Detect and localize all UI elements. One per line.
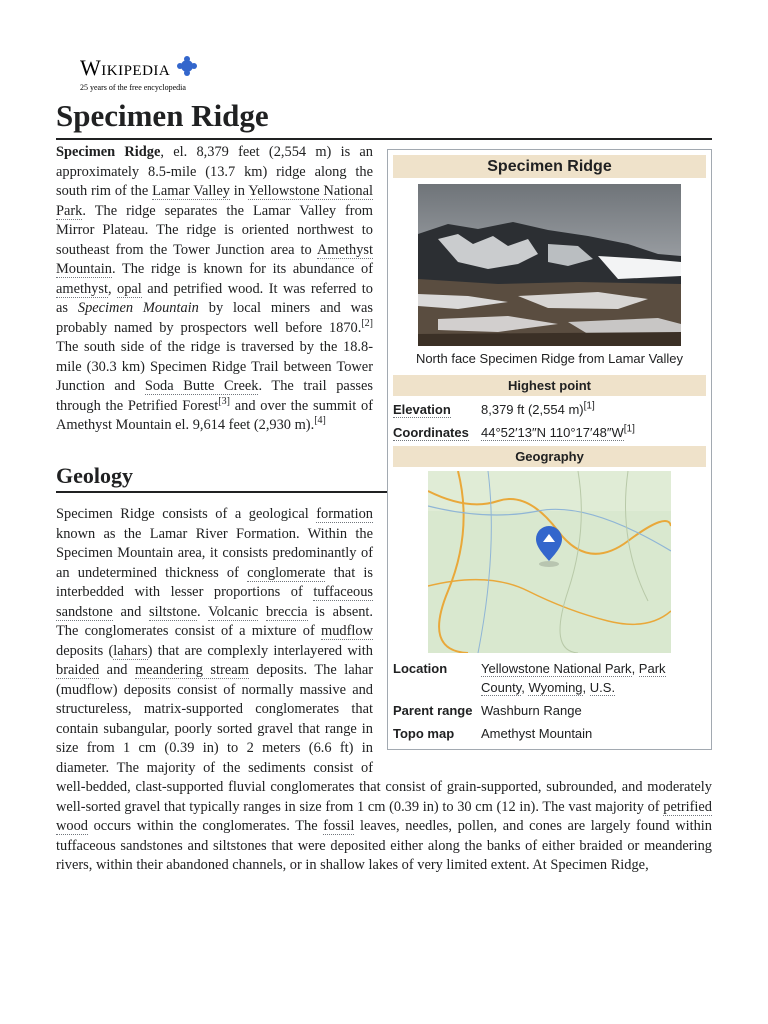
wiki-link[interactable]: Soda Butte Creek bbox=[144, 378, 259, 394]
ridge-photo[interactable] bbox=[418, 184, 681, 346]
italic-term: Specimen Mountain bbox=[77, 300, 199, 316]
coordinates-value[interactable]: 44°52′13″N 110°17′48″W bbox=[481, 425, 624, 440]
reference-link[interactable]: [4] bbox=[314, 415, 326, 427]
text-run: , bbox=[582, 680, 590, 695]
text-run bbox=[258, 604, 266, 620]
text-run: . bbox=[197, 603, 209, 620]
text-run: and over the summit of Amethyst Mountain el. 9,614 feet (2,930 m). bbox=[56, 397, 373, 433]
wiki-link[interactable]: Lamar Valley bbox=[152, 183, 230, 199]
parent-range-label: Parent range bbox=[393, 703, 473, 718]
infobox-title: Specimen Ridge bbox=[393, 155, 706, 178]
text-run: occurs within the conglomerates. The bbox=[87, 818, 324, 834]
wiki-link[interactable]: opal bbox=[117, 280, 142, 297]
text-run: The south side of the ridge is traversed by the 18.8-mile (30.3 km) Specimen Ridge Trail between Tower Junction and bbox=[56, 339, 373, 394]
wiki-link[interactable]: U.S. bbox=[589, 680, 616, 695]
wiki-link[interactable]: braided bbox=[56, 662, 100, 678]
location-map[interactable] bbox=[428, 471, 671, 653]
wiki-link[interactable]: siltstone bbox=[149, 603, 198, 620]
text-run: and petrified wood. It was referred to as bbox=[56, 280, 373, 316]
wiki-link[interactable]: conglomerate bbox=[247, 564, 326, 581]
wiki-link[interactable]: breccia bbox=[265, 603, 308, 620]
location-value bbox=[481, 659, 706, 697]
text-run: is absent. The conglomerates consist of a mixture of bbox=[56, 603, 373, 639]
elevation-label[interactable]: Elevation bbox=[393, 402, 451, 417]
wiki-link[interactable]: mudflow bbox=[321, 623, 373, 639]
text-run: and bbox=[99, 662, 135, 678]
text-run: known as the Lamar River Formation. Within the Specimen Mountain area, it consists predominantly of an undetermined thickness of bbox=[56, 525, 373, 581]
location-row bbox=[393, 659, 706, 697]
parent-range-value: Washburn Range bbox=[481, 703, 582, 718]
wiki-link[interactable]: Park County bbox=[481, 661, 666, 695]
text-run: . The ridge is known for its abundance of bbox=[111, 261, 373, 277]
wiki-link[interactable]: petrified wood bbox=[56, 798, 712, 834]
elevation-row bbox=[393, 400, 706, 419]
location-label: Location bbox=[393, 661, 448, 676]
geology-heading: Geology bbox=[56, 466, 712, 494]
bold-term: Specimen Ridge bbox=[56, 144, 161, 160]
wiki-link[interactable]: Amethyst Mountain bbox=[56, 241, 373, 277]
wiki-link[interactable]: lahars bbox=[113, 642, 148, 659]
wiki-link[interactable]: meandering stream bbox=[134, 662, 249, 678]
wiki-link[interactable]: Yellowstone National Park bbox=[56, 183, 373, 219]
text-run: and bbox=[112, 603, 150, 620]
reference-link[interactable]: [2] bbox=[361, 317, 373, 329]
wiki-link[interactable]: amethyst bbox=[56, 280, 108, 297]
wiki-link[interactable]: formation bbox=[316, 506, 373, 522]
wiki-link[interactable]: tuffaceous bbox=[313, 584, 373, 600]
text-run: , bbox=[107, 280, 118, 297]
text-run: , bbox=[631, 661, 639, 676]
topo-map-value: Amethyst Mountain bbox=[481, 726, 593, 741]
text-run: deposits ( bbox=[56, 642, 114, 659]
reference-link[interactable]: [1] bbox=[583, 400, 595, 412]
text-run: , el. 8,379 feet (2,554 m) is an approximately 8.5-mile (13.7 km) ridge along the south rim of the bbox=[56, 144, 374, 199]
text-run: leaves, needles, pollen, and cones are largely found within tuffaceous sandstones and siltstones that were deposited either along the banks of either braided or meandering rivers, within their abandoned channels, or in shallow lakes of very limited extent. At Specimen Ridge, bbox=[56, 818, 713, 873]
text-run: deposits. The lahar (mudflow) deposits consist of normally massive and structureless, matrix-supported conglomerates that contain subangular, poorly sorted gravel that range in size from 1 cm (0.39 in) to 2 meters (6.6 ft) in diameter. The majority of the sediments consist of well-bedded, clast-supported fluvial conglomerates that consist of grain-supported, subrounded, and moderately well-sorted gravel that typically ranges in size from 1 cm (0.39 in) to 30 cm (12 in). The vast majority of bbox=[56, 662, 712, 815]
text-run: Specimen Ridge consists of a geological bbox=[56, 506, 317, 522]
text-run: . The trail passes through the Petrified Forest bbox=[56, 378, 374, 414]
highest-point-heading: Highest point bbox=[393, 375, 706, 396]
photo-caption: North face Specimen Ridge from Lamar Valley bbox=[415, 351, 684, 366]
text-run: in bbox=[229, 183, 249, 199]
wiki-link[interactable]: Wyoming bbox=[528, 680, 583, 695]
page-title: Specimen Ridge bbox=[56, 96, 712, 140]
wikipedia-wordmark: Wikipedia bbox=[80, 55, 171, 80]
text-run: . The ridge separates the Lamar Valley from Mirror Plateau. The ridge is oriented northwest to southeast from the Tower Junction area to bbox=[56, 202, 373, 258]
coordinates-label[interactable]: Coordinates bbox=[393, 425, 469, 440]
wiki-link[interactable]: Yellowstone National Park bbox=[481, 661, 632, 676]
reference-link[interactable]: [3] bbox=[218, 395, 230, 407]
article-content bbox=[56, 143, 712, 876]
logo-tagline: 25 years of the free encyclopedia bbox=[80, 83, 186, 92]
geography-heading: Geography bbox=[393, 446, 706, 467]
reference-link[interactable]: [1] bbox=[623, 423, 635, 435]
text-run: that is interbedded with lesser proportions of bbox=[56, 564, 374, 600]
wikipedia-logo[interactable] bbox=[80, 55, 260, 95]
topo-map-row bbox=[393, 724, 706, 743]
puzzle-globe-icon bbox=[176, 55, 198, 77]
wiki-link[interactable]: fossil bbox=[323, 818, 355, 834]
coordinates-row bbox=[393, 423, 706, 442]
wiki-link[interactable]: sandstone bbox=[56, 603, 113, 620]
infobox bbox=[387, 149, 712, 750]
elevation-value: 8,379 ft (2,554 m) bbox=[481, 402, 584, 417]
text-run: ) that are complexly interlayered with bbox=[147, 642, 373, 659]
topo-map-label: Topo map bbox=[393, 726, 455, 741]
text-run: by local miners and was probably named by prospectors well before 1870. bbox=[56, 300, 374, 336]
parent-range-row bbox=[393, 701, 706, 720]
wiki-link[interactable]: Volcanic bbox=[208, 603, 259, 620]
text-run: , bbox=[521, 680, 529, 695]
